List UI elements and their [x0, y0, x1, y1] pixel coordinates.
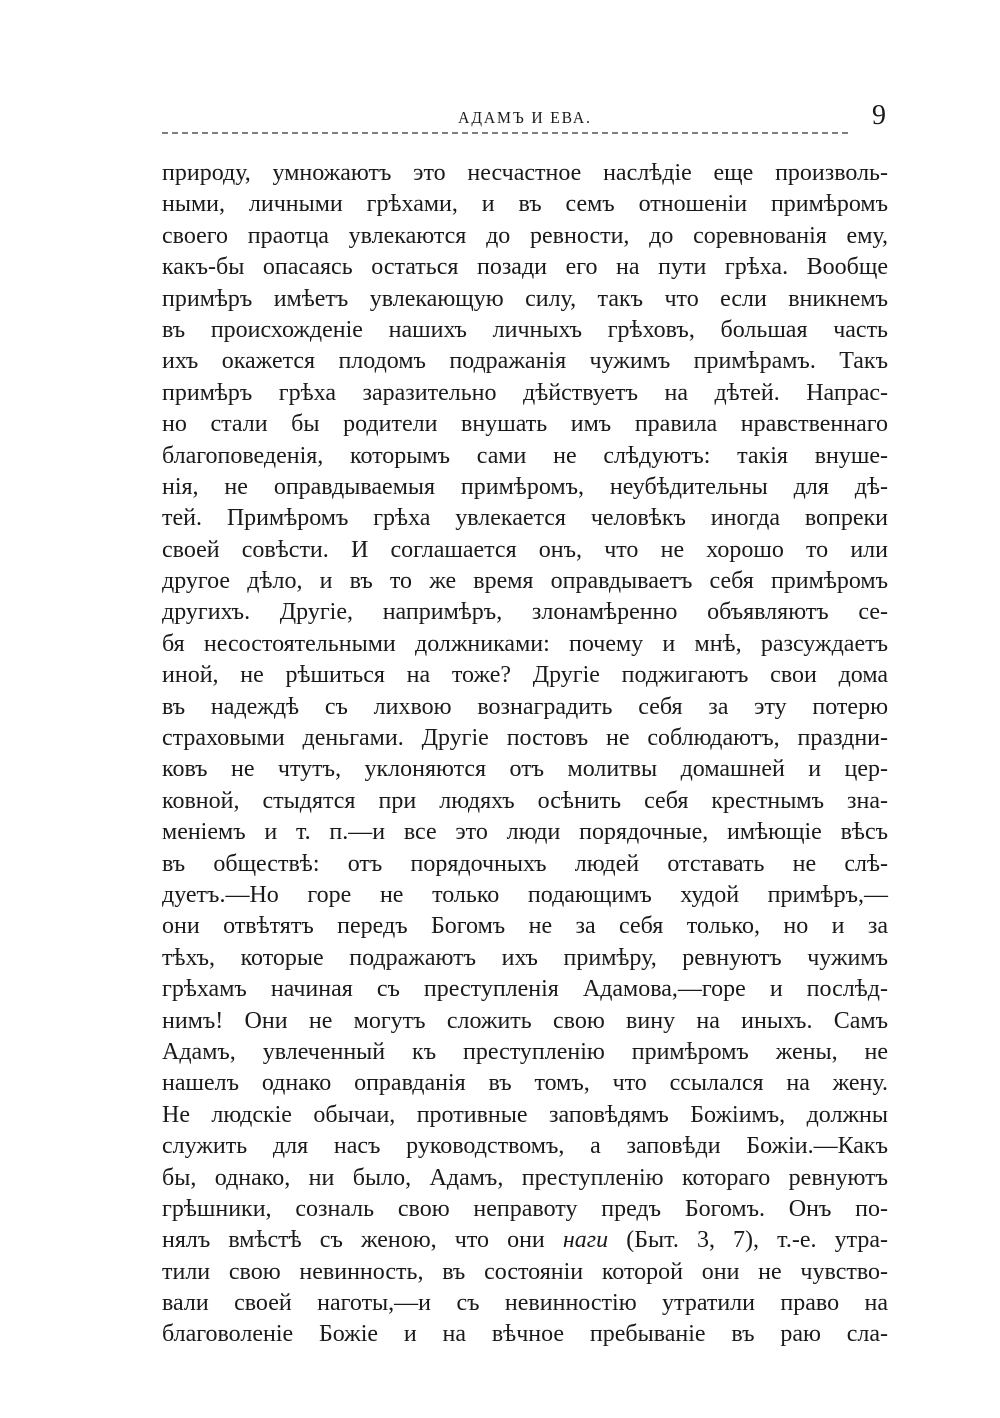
text-line: нимъ! Они не могутъ сложить свою вину на иныхъ. Самъ	[162, 1007, 888, 1034]
text-line: иной, не рѣшиться на тоже? Другіе поджигаютъ свои дома	[162, 662, 888, 689]
text-line: меніемъ и т. п.—и все это люди порядочные, имѣющіе вѣсъ	[162, 819, 888, 846]
text-line: примѣръ грѣха заразительно дѣйствуетъ на дѣтей. Напрас-	[162, 379, 888, 406]
text-line: ихъ окажется плодомъ подражанія чужимъ примѣрамъ. Такъ	[162, 348, 888, 375]
text-line: въ надеждѣ съ лихвою вознаградить себя за эту потерю	[162, 693, 888, 720]
text-line: какъ-бы опасаясь остаться позади его на пути грѣха. Вообще	[162, 254, 888, 281]
text-line: другое дѣло, и въ то же время оправдываетъ себя примѣромъ	[162, 568, 888, 595]
text-line: ными, личными грѣхами, и въ семъ отношеніи примѣромъ	[162, 191, 888, 218]
text-line: тѣхъ, которые подражаютъ ихъ примѣру, ревнуютъ чужимъ	[162, 944, 888, 971]
page-number: 9	[872, 100, 886, 131]
running-head	[162, 98, 888, 138]
text-line: но стали бы родители внушать имъ правила нравственнаго	[162, 411, 888, 438]
running-title: АДАМЪ И ЕВА.	[458, 108, 592, 127]
italic-word: наги	[562, 1227, 609, 1254]
text-line: благоволеніе Божіе и на вѣчное пребываніе въ раю сла-	[162, 1321, 888, 1348]
text-line: своей совѣсти. И соглашается онъ, что не хорошо то или	[162, 536, 888, 563]
text-line: своего праотца увлекаются до ревности, до соревнованія ему,	[162, 222, 888, 249]
text-line: нашелъ однако оправданія въ томъ, что ссылался на жену.	[162, 1070, 888, 1097]
text-line: природу, умножаютъ это несчастное наслѣдіе еще произволь-	[162, 160, 888, 186]
text-line: страховыми деньгами. Другіе постовъ не соблюдаютъ, праздни-	[162, 725, 888, 752]
text-line: въ происхожденіе нашихъ личныхъ грѣховъ, большая часть	[162, 316, 888, 343]
body-text	[162, 158, 888, 1351]
text-segment: (Быт. 3, 7), т.-е. утра-	[608, 1227, 889, 1254]
text-line: ковной, стыдятся при людяхъ осѣнить себя крестнымъ зна-	[162, 787, 888, 814]
text-line: бы, однако, ни было, Адамъ, преступленію котораго ревнуютъ	[162, 1164, 888, 1191]
text-line: другихъ. Другіе, напримѣръ, злонамѣренно объявляютъ се-	[162, 599, 888, 626]
text-line: дуетъ.—Но горе не только подающимъ худой примѣръ,—	[162, 881, 888, 908]
text-line: тей. Примѣромъ грѣха увлекается человѣкъ иногда вопреки	[162, 505, 888, 532]
text-line: Адамъ, увлеченный къ преступленію примѣромъ жены, не	[162, 1038, 888, 1065]
text-line: нія, не оправдываемыя примѣромъ, неубѣдительны для дѣ-	[162, 473, 888, 500]
text-line: ковъ не чтутъ, уклоняются отъ молитвы домашней и цер-	[162, 756, 888, 783]
text-line: благоповеденія, которымъ сами не слѣдуютъ: такія внуше-	[162, 442, 888, 469]
text-line	[162, 1225, 888, 1256]
header-rule	[162, 132, 848, 134]
text-line: они отвѣтятъ передъ Богомъ не за себя только, но и за	[162, 913, 888, 940]
text-line: примѣръ имѣетъ увлекающую силу, такъ что если вникнемъ	[162, 285, 888, 312]
text-line: вали своей наготы,—и съ невинностію утратили право на	[162, 1290, 888, 1317]
text-line: тили свою невинность, въ состояніи которой они не чувство-	[162, 1258, 888, 1285]
text-segment: нялъ вмѣстѣ съ женою, что они	[162, 1227, 563, 1254]
text-line: бя несостоятельными должниками: почему и мнѣ, разсуждаетъ	[162, 630, 888, 657]
text-line: грѣшники, созналь свою неправоту предъ Богомъ. Онъ по-	[162, 1195, 888, 1222]
text-line: Не людскіе обычаи, противные заповѣдямъ Божіимъ, должны	[162, 1101, 888, 1128]
text-line: въ обществѣ: отъ порядочныхъ людей отставать не слѣ-	[162, 850, 888, 877]
text-line: служить для насъ руководствомъ, а заповѣди Божіи.—Какъ	[162, 1133, 888, 1160]
text-line: грѣхамъ начиная съ преступленія Адамова,—горе и послѣд-	[162, 976, 888, 1003]
